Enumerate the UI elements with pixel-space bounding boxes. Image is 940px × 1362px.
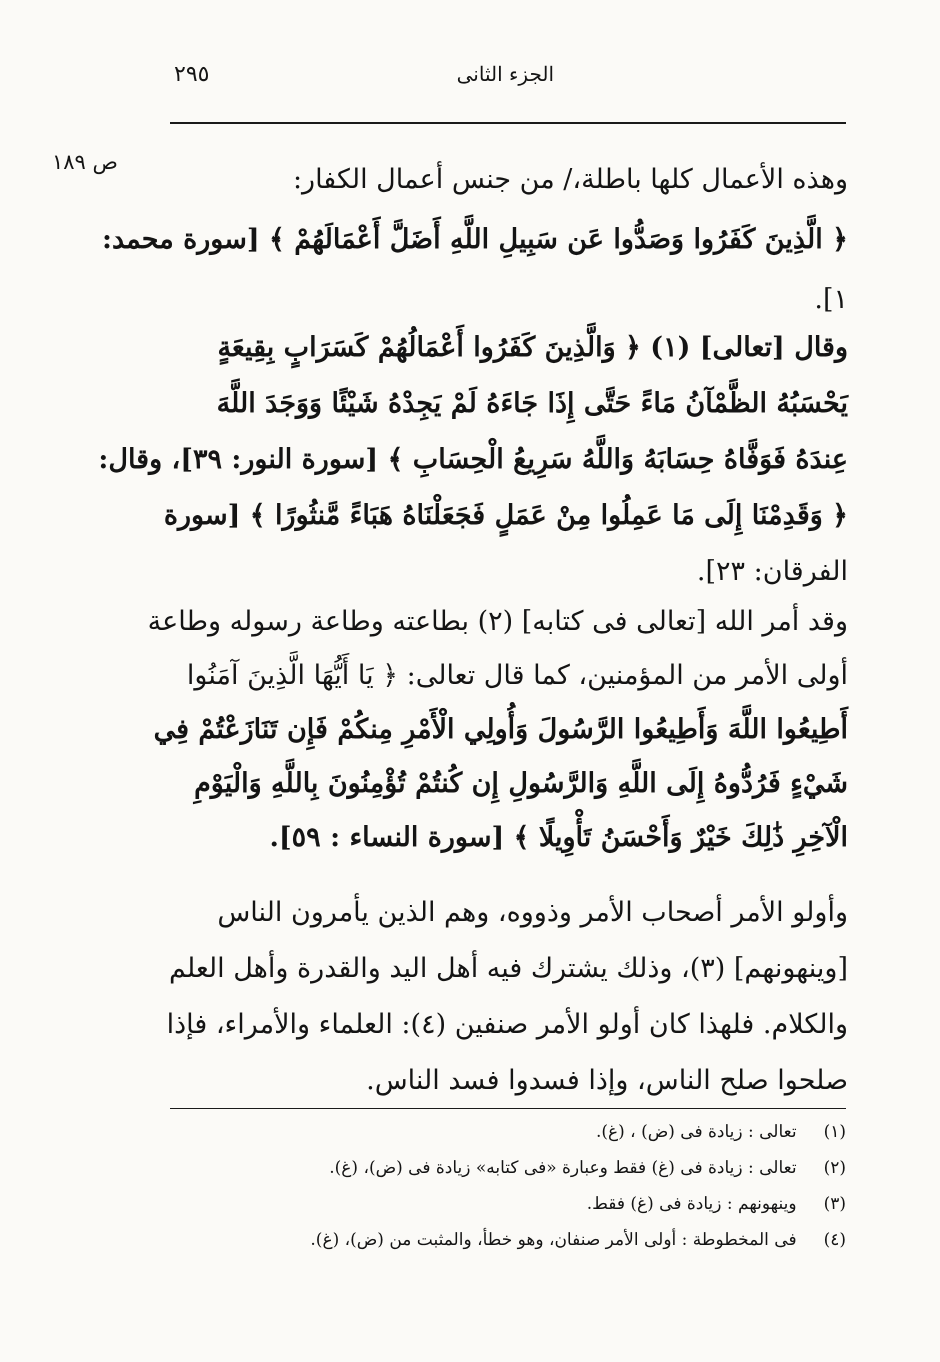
paragraph-2	[98, 320, 848, 600]
text-line: الْآخِرِ ذَٰلِكَ خَيْرٌ وَأَحْسَنُ تَأْوِيلًا ﴾ [سورة النساء : ٥٩].	[269, 822, 848, 853]
text-line: وقال [تعالى] (١) ﴿ وَالَّذِينَ كَفَرُوا أَعْمَالُهُمْ كَسَرَابٍ بِقِيعَةٍ	[217, 332, 848, 363]
paragraph-3	[147, 595, 848, 865]
text-line: صلحوا صلح الناس، وإذا فسدوا فسد الناس.	[366, 1065, 848, 1096]
footnote-number: (٣)	[823, 1194, 846, 1214]
manuscript-page-note: ص ١٨٩	[52, 150, 118, 174]
text-line: عِندَهُ فَوَفَّاهُ حِسَابَهُ وَاللَّهُ سَرِيعُ الْحِسَابِ ﴾ [سورة النور: ٣٩]، وقال:	[98, 444, 848, 475]
text-line: أولى الأمر من المؤمنين، كما قال تعالى: ﴿ يَا أَيُّهَا الَّذِينَ آمَنُوا	[186, 660, 848, 691]
footnote	[170, 1230, 846, 1266]
text-line: الفرقان: ٢٣].	[696, 556, 848, 587]
text-line: ١].	[814, 284, 848, 315]
text-line: ﴿ وَقَدِمْنَا إِلَى مَا عَمِلُوا مِنْ عَمَلٍ فَجَعَلْنَاهُ هَبَاءً مَّنثُورًا ﴾ [سورة	[163, 500, 848, 531]
footnote	[170, 1122, 846, 1158]
footnote	[170, 1158, 846, 1194]
header-rule	[170, 122, 846, 124]
footnote-text: فى المخطوطة : أولى الأمر صنفان، وهو خطأ، والمثبت من (ض)، (غ).	[310, 1230, 797, 1250]
footnote-text: وينهونهم : زيادة فى (غ) فقط.	[586, 1194, 797, 1214]
text-line: يَحْسَبُهُ الظَّمْآنُ مَاءً حَتَّى إِذَا جَاءَهُ لَمْ يَجِدْهُ شَيْئًا وَوَجَدَ اللَّهَ	[216, 388, 848, 419]
page-number: ٢٩٥	[174, 62, 210, 87]
footnote-number: (١)	[823, 1122, 846, 1142]
footnote-text: تعالى : زيادة فى (ض) ، (غ).	[595, 1122, 797, 1142]
paragraph-1	[102, 150, 848, 330]
text-line: أَطِيعُوا اللَّهَ وَأَطِيعُوا الرَّسُولَ وَأُولِي الْأَمْرِ مِنكُمْ فَإِن تَنَازَعْتُمْ فِي	[153, 714, 848, 745]
text-line: والكلام. فلهذا كان أولو الأمر صنفين (٤): العلماء والأمراء، فإذا	[166, 1009, 848, 1040]
text-line: [وينهونهم] (٣)، وذلك يشترك فيه أهل اليد والقدرة وأهل العلم	[168, 953, 848, 984]
footnotes	[170, 1122, 846, 1266]
paragraph-4	[162, 885, 848, 1109]
footnote-number: (٢)	[823, 1158, 846, 1178]
footnote	[170, 1194, 846, 1230]
text-line: وأولو الأمر أصحاب الأمر وذووه، وهم الذين يأمرون الناس	[217, 897, 848, 928]
footnote-rule	[170, 1108, 846, 1109]
text-line: شَيْءٍ فَرُدُّوهُ إِلَى اللَّهِ وَالرَّسُولِ إِن كُنتُمْ تُؤْمِنُونَ بِاللَّهِ وَالْيَوْمِ	[194, 768, 848, 799]
text-line: وهذه الأعمال كلها باطلة،/ من جنس أعمال الكفار:	[292, 164, 848, 195]
text-line: وقد أمر الله [تعالى فى كتابه] (٢) بطاعته وطاعة رسوله وطاعة	[147, 606, 848, 637]
footnote-number: (٤)	[823, 1230, 846, 1250]
footnote-text: تعالى : زيادة فى (غ) فقط وعبارة «فى كتابه» زيادة فى (ض)، (غ).	[329, 1158, 797, 1178]
page-header	[170, 62, 846, 102]
running-title: الجزء الثانى	[456, 62, 554, 86]
text-line: ﴿ الَّذِينَ كَفَرُوا وَصَدُّوا عَن سَبِيلِ اللَّهِ أَضَلَّ أَعْمَالَهُمْ ﴾ [سورة محمد:	[102, 224, 848, 255]
